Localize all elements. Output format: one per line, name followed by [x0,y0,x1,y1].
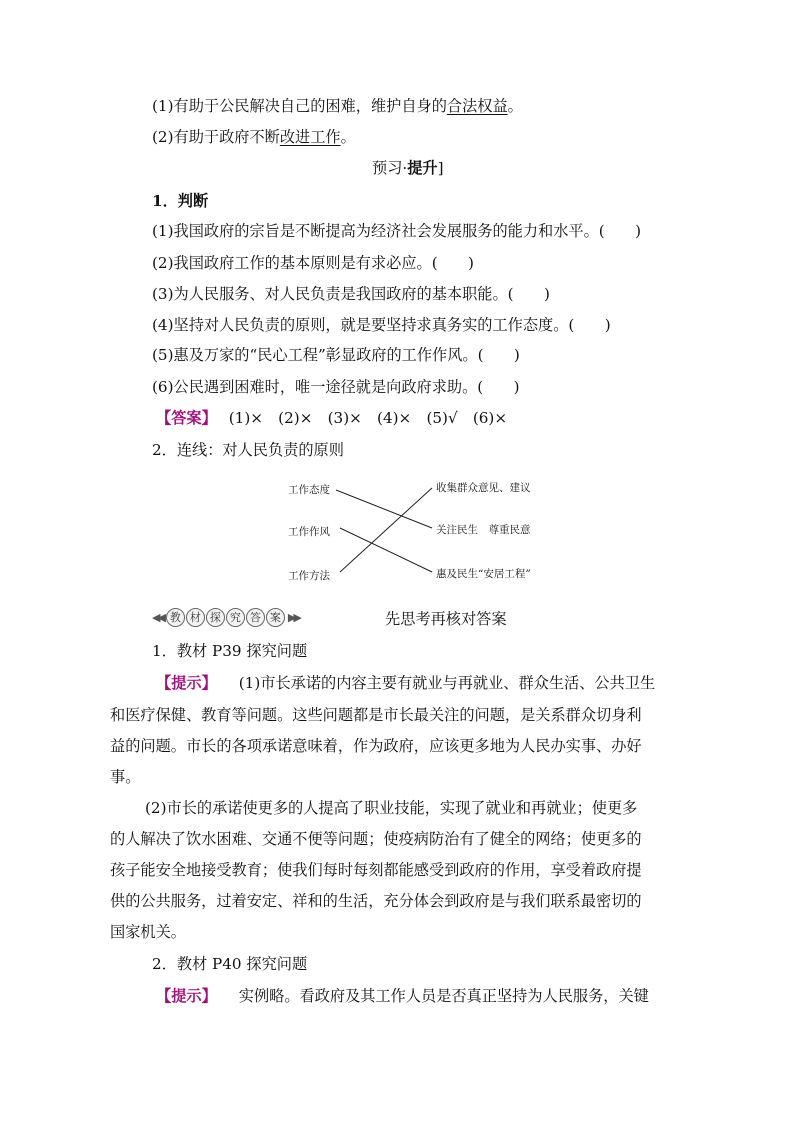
intro-item-1 [152,96,523,116]
banner-char: 答 [246,608,265,627]
intro-item-2-text: (2)有助于政府不断 [152,128,280,146]
judge-item: (4)坚持对人民负责的原则，就是要坚持求真务实的工作态度。( ) [152,316,611,334]
banner-char: 材 [186,608,205,627]
judge-item: (3)为人民服务、对人民负责是我国政府的基本职能。( ) [152,285,550,303]
intro-item-2-end: 。 [340,128,356,146]
banner-char: 究 [226,608,245,627]
q1-line: (1)市长承诺的内容主要有就业与再就业、群众生活、公共卫生 [238,674,656,692]
banner-right-text: 先思考再核对答案 [385,610,507,628]
left-label-method: 工作方法 [288,570,330,582]
q1-line-first [156,673,655,693]
q1-line: 益的问题。市长的各项承诺意味着，作为政府，应该更多地为人民办实事、办好 [110,737,642,755]
match-line-style [340,528,432,572]
answer-line [156,408,507,428]
q1-tag: 【提示】 [156,674,217,692]
banner-title-chars [166,608,285,627]
q1-line: 供的公共服务，过着安定、祥和的生活，充分体会到政府是与我们联系最密切的 [110,892,642,910]
q2-line [156,986,649,1006]
judge-item: (6)公民遇到困难时，唯一途径就是向政府求助。( ) [152,378,520,396]
banner-right-arrows: ▶▶ [287,610,299,624]
legal-rights-underlined: 合法权益 [446,97,508,115]
q2-text: 实例略。看政府及其工作人员是否真正坚持为人民服务，关键 [238,987,649,1005]
answer-text: (1)× (2)× (3)× (4)× (5)√ (6)× [228,409,508,427]
textbook-answer-banner [152,606,299,628]
banner-char: 探 [206,608,225,627]
banner-char: 案 [266,608,285,627]
match-line-method [340,488,432,572]
judge-item: (1)我国政府的宗旨是不断提高为经济社会发展服务的能力和水平。( ) [152,222,641,240]
banner-char: 教 [166,608,185,627]
connect-heading: 2．连线：对人民负责的原则 [152,441,344,459]
q1-line: 国家机关。 [110,923,186,941]
q1-line: 事。 [110,768,141,786]
preview-header [372,158,444,178]
judge-item: (5)惠及万家的“民心工程”彰显政府的工作作风。( ) [152,346,520,364]
answer-tag: 【答案】 [156,409,217,427]
matching-diagram [280,476,550,584]
judge-item: (2)我国政府工作的基本原则是有求必应。( ) [152,254,474,272]
left-label-style: 工作作风 [288,526,330,538]
right-label-benefit: 惠及民生“安居工程” [436,568,531,580]
intro-item-1-end: 。 [507,97,523,115]
right-label-concern: 关注民生 尊重民意 [436,524,531,536]
q2-tag: 【提示】 [156,987,217,1005]
banner-left-arrows: ◀◀ [152,610,163,624]
q1-line: 的人解决了饮水困难、交通不便等问题；使疫病防治有了健全的网络；使更多的 [110,830,642,848]
preview-header-a: 预习· [372,159,408,177]
judge-heading: 1．判断 [152,192,209,210]
left-label-attitude: 工作态度 [288,484,330,496]
match-line-attitude [336,490,432,528]
intro-item-2 [152,127,356,147]
q1-line: 和医疗保健、教育等问题。这些问题都是市长最关注的问题，是关系群众切身利 [110,706,642,724]
q1-line: (2)市长的承诺使更多的人提高了职业技能，实现了就业和再就业；使更多 [145,799,638,817]
q1-heading: 1．教材 P39 探究问题 [152,642,308,660]
q2-heading: 2．教材 P40 探究问题 [152,955,308,973]
intro-item-1-text: (1)有助于公民解决自己的困难，维护自身的 [152,97,447,115]
q1-line: 孩子能安全地接受教育；使我们每时每刻都能感受到政府的作用，享受着政府提 [110,861,642,879]
preview-header-b: 提升 [407,159,438,177]
improve-work-underlined: 改进工作 [279,128,341,146]
right-label-collect: 收集群众意见、建议 [436,482,531,494]
preview-header-c: ] [437,159,444,177]
